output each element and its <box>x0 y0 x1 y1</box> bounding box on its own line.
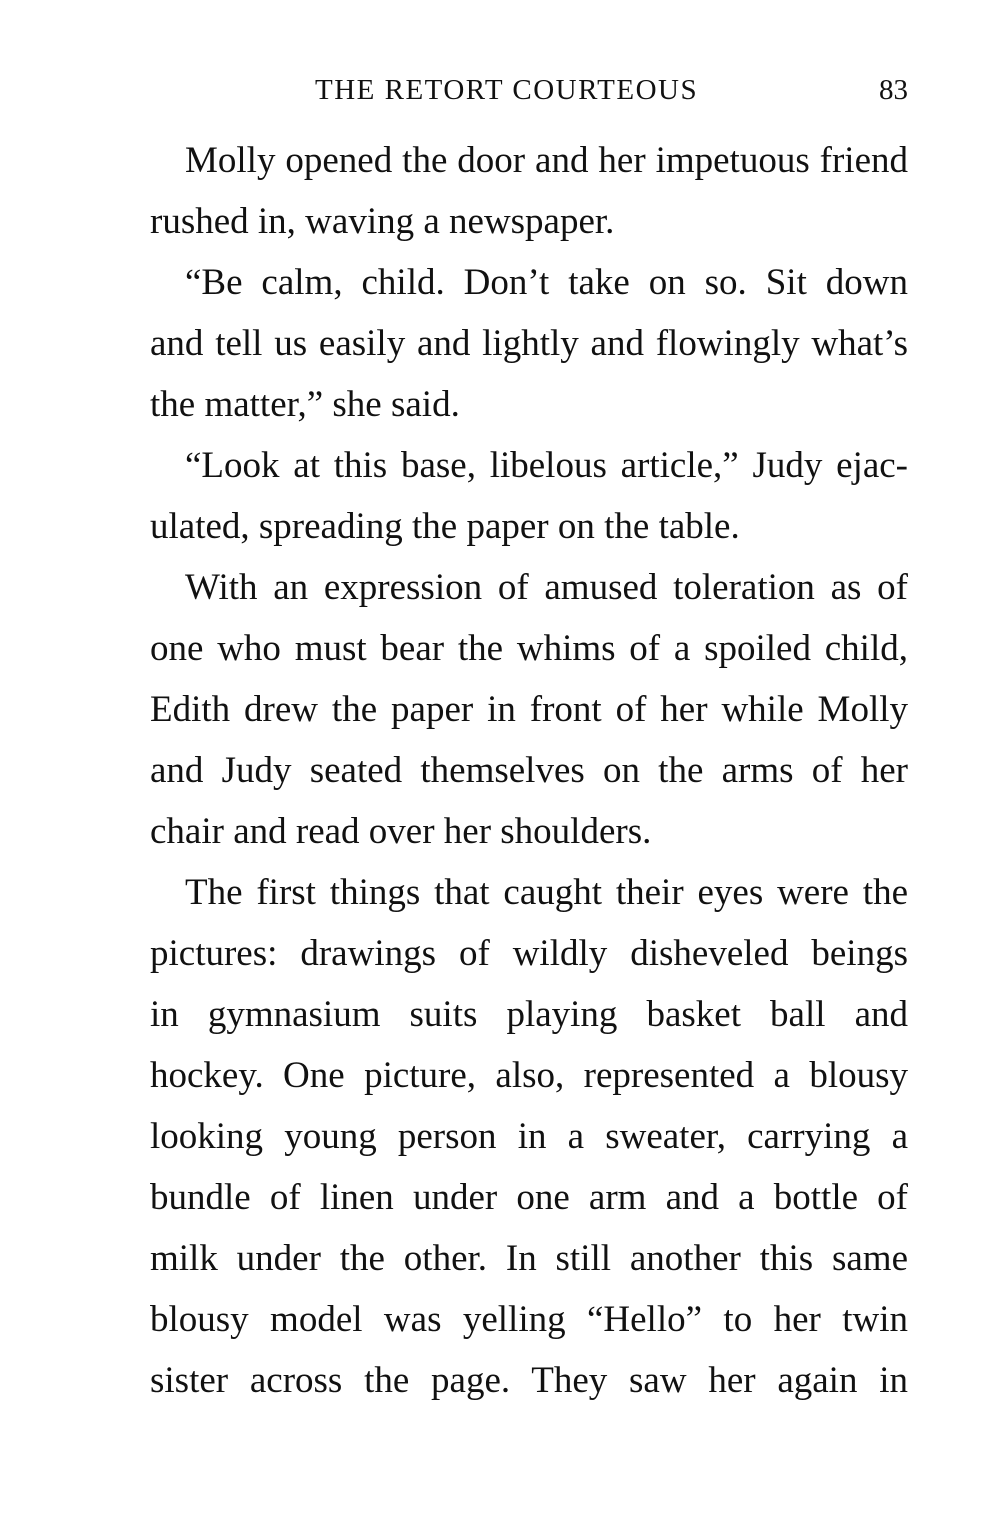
text-line: “Look at this base, libelous article,” Judy ejac- <box>185 445 908 486</box>
page-header <box>150 74 908 114</box>
paragraph <box>150 435 908 557</box>
text-line: bundle of linen under one arm and a bottle of <box>150 1177 908 1218</box>
text-line: pictures: drawings of wildly disheveled beings <box>150 933 908 974</box>
text-line: and tell us easily and lightly and flowingly what’s <box>150 323 908 364</box>
text-line: The first things that caught their eyes were the <box>185 872 908 913</box>
text-line: ulated, spreading the paper on the table. <box>150 506 740 547</box>
running-title: THE RETORT COURTEOUS <box>315 74 699 106</box>
text-line: and Judy seated themselves on the arms of her <box>150 750 908 791</box>
text-line: sister across the page. They saw her again in <box>150 1360 908 1401</box>
paragraph <box>150 130 908 252</box>
text-line: milk under the other. In still another this same <box>150 1238 908 1279</box>
text-line: “Be calm, child. Don’t take on so. Sit down <box>185 262 908 303</box>
text-line: chair and read over her shoulders. <box>150 811 652 852</box>
text-line: With an expression of amused toleration as of <box>185 567 908 608</box>
page-body <box>150 130 908 1411</box>
text-line: hockey. One picture, also, represented a blousy <box>150 1055 908 1096</box>
text-line: Molly opened the door and her impetuous friend <box>185 140 908 181</box>
text-line: blousy model was yelling “Hello” to her twin <box>150 1299 908 1340</box>
paragraph <box>150 862 908 1411</box>
paragraph <box>150 252 908 435</box>
paragraph <box>150 557 908 862</box>
text-line: one who must bear the whims of a spoiled child, <box>150 628 908 669</box>
text-line: in gymnasium suits playing basket ball and <box>150 994 908 1035</box>
text-line: Edith drew the paper in front of her while Molly <box>150 689 908 730</box>
page-number: 83 <box>879 74 908 106</box>
text-line: rushed in, waving a newspaper. <box>150 201 615 242</box>
text-line: looking young person in a sweater, carrying a <box>150 1116 908 1157</box>
text-line: the matter,” she said. <box>150 384 460 425</box>
